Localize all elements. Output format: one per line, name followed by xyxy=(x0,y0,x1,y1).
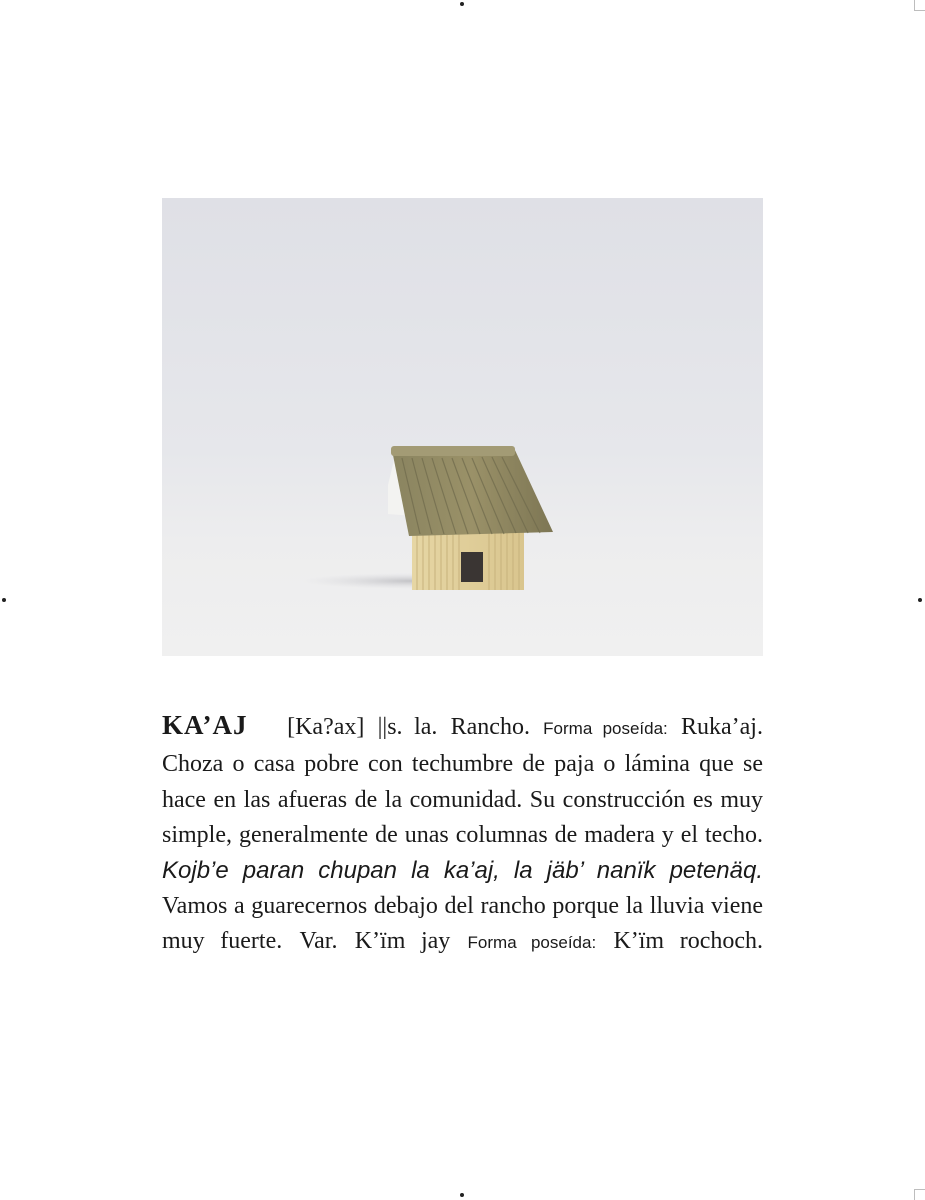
registration-mark-right xyxy=(918,598,922,602)
entry-pronunciation: [Ka?ax] xyxy=(287,714,365,740)
hut-roof xyxy=(392,448,553,536)
entry-translation: Vamos a guarecernos debajo del rancho porque la lluvia viene muy fuerte. xyxy=(162,893,763,955)
hut-ridge xyxy=(391,446,515,456)
entry-possessed-form: Ruka’aj. xyxy=(681,714,763,740)
crop-mark-top-right-h xyxy=(914,10,925,11)
crop-mark-top-right xyxy=(914,0,915,10)
crop-mark-bottom-right xyxy=(914,1190,915,1200)
dictionary-entry xyxy=(162,708,763,961)
crop-mark-bottom-right-h xyxy=(914,1189,925,1190)
entry-variant-possessed-label: Forma poseída: xyxy=(467,933,597,953)
entry-variant-possessed-form: K’ïm rochoch. xyxy=(613,928,763,955)
entry-gloss: Rancho. xyxy=(450,714,530,740)
entry-definition: Choza o casa pobre con techumbre de paja o lámina que se hace en las afueras de la comunidad. Su construcción es muy simple, generalmente de unas columnas de madera y el techo. xyxy=(162,751,763,849)
entry-headword: KA’AJ xyxy=(162,710,248,740)
hut-illustration xyxy=(162,198,763,656)
registration-mark-left xyxy=(2,598,6,602)
entry-possessed-label: Forma poseída: xyxy=(543,719,668,738)
registration-mark-bottom xyxy=(460,1193,464,1197)
hut-photo xyxy=(162,198,763,656)
entry-variant-label: Var. xyxy=(299,928,338,955)
entry-example: Kojb’e paran chupan la ka’aj, la jäb’ nanïk petenäq. xyxy=(162,856,763,884)
entry-grammar: ||s. la. xyxy=(377,714,438,740)
registration-mark-top xyxy=(460,2,464,6)
hut-door xyxy=(461,552,483,582)
entry-variant: K’ïm jay xyxy=(354,928,451,955)
